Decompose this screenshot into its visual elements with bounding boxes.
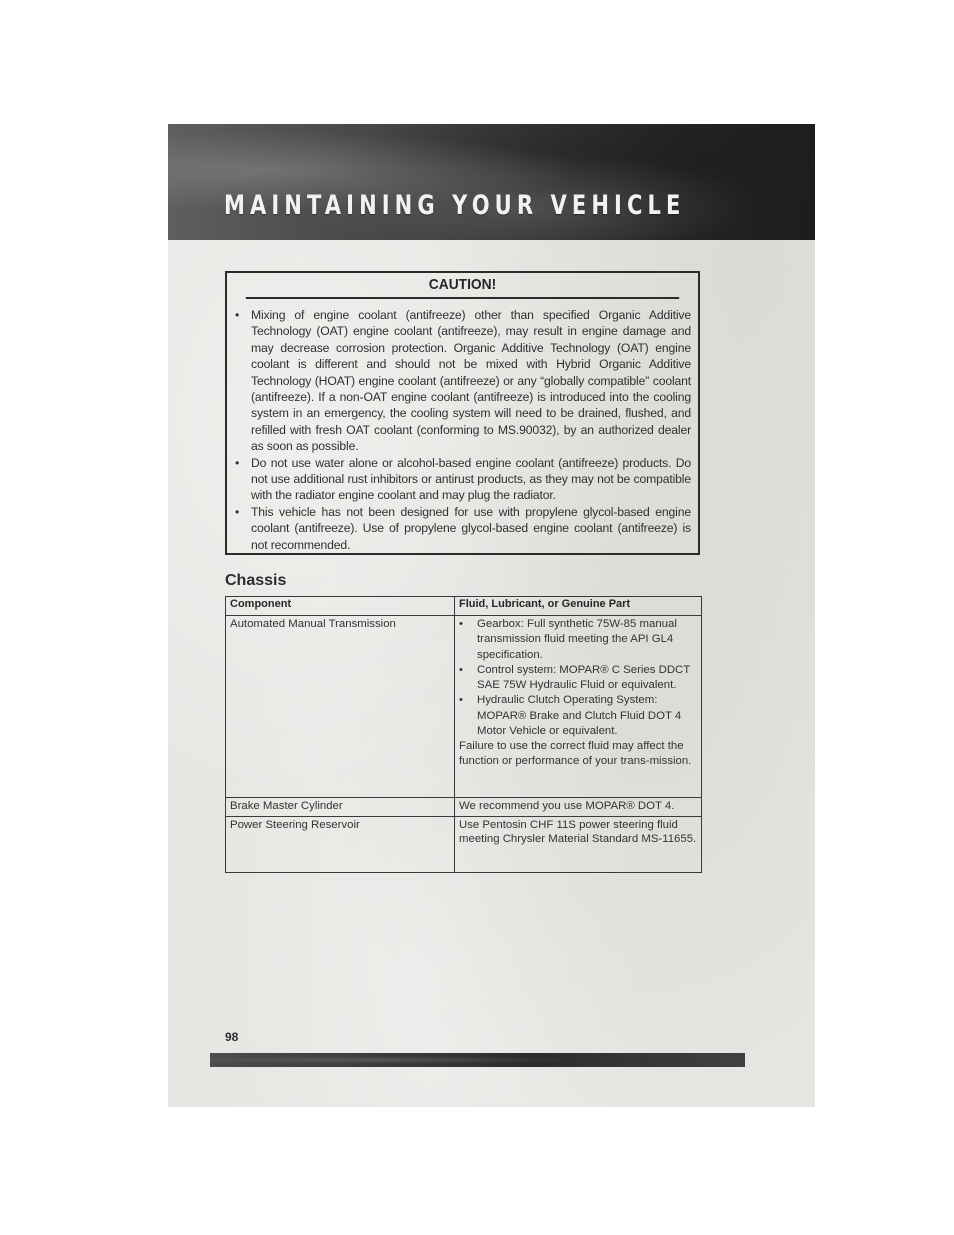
caution-item bbox=[235, 455, 691, 504]
table-header-row bbox=[226, 597, 702, 616]
component-cell: Automated Manual Transmission bbox=[226, 616, 455, 798]
bullet-icon: • bbox=[459, 694, 463, 707]
column-header-fluid: Fluid, Lubricant, or Genuine Part bbox=[455, 597, 702, 616]
bullet-icon: • bbox=[235, 308, 240, 322]
fluid-cell bbox=[455, 616, 702, 798]
fluid-note: Failure to use the correct fluid may affect the function or performance of your trans-mission. bbox=[459, 740, 692, 767]
fluid-item bbox=[459, 663, 697, 694]
table-row bbox=[226, 616, 702, 798]
caution-title: CAUTION! bbox=[246, 273, 679, 299]
fluid-cell: We recommend you use MOPAR® DOT 4. bbox=[455, 798, 702, 817]
page-number: 98 bbox=[225, 1030, 239, 1044]
manual-page bbox=[168, 124, 815, 1107]
footer-bar bbox=[210, 1053, 745, 1067]
fluid-item bbox=[459, 693, 697, 739]
table-row bbox=[226, 798, 702, 817]
column-header-component: Component bbox=[226, 597, 455, 616]
bullet-icon: • bbox=[235, 504, 240, 519]
caution-item-text: Do not use water alone or alcohol-based engine coolant (antifreeze) products. Do not use additional rust inhibitors or antirust products, as they may not be compatible with the radiator engine coolant and may plug the radiator. bbox=[251, 455, 691, 503]
bullet-icon: • bbox=[459, 618, 463, 630]
caution-item-text: Mixing of engine coolant (antifreeze) other than specified Organic Additive Technology (OAT) engine coolant (antifreeze), may result in engine damage and may decrease corrosion protection. Organic Additive Technology (OAT) engine coolant is different and should not be mixed with Hybrid Organic Additive Technology (HOAT) engine coolant (antifreeze) or any “globally compatible” coolant (antifreeze). If a non-OAT engine coolant (antifreeze) is introduced into the cooling system in an emergency, the cooling system will need to be drained, flushed, and refilled with fresh OAT coolant (conforming to MS.90032), by an authorized dealer as soon as possible. bbox=[251, 308, 691, 454]
component-cell: Power Steering Reservoir bbox=[226, 816, 455, 872]
chassis-fluids-table bbox=[225, 596, 702, 873]
header-band bbox=[168, 124, 815, 240]
fluid-item bbox=[459, 617, 697, 663]
fluid-item-text: Control system: MOPAR® C Series DDCT SAE 75W Hydraulic Fluid or equivalent. bbox=[477, 663, 691, 692]
caution-item bbox=[235, 307, 691, 455]
bullet-icon: • bbox=[235, 455, 240, 470]
fluid-item-list bbox=[459, 617, 697, 739]
fluid-item-text: Hydraulic Clutch Operating System: MOPAR® Brake and Clutch Fluid DOT 4 Motor Vehicle or equivalent. bbox=[477, 694, 682, 738]
fluid-cell: Use Pentosin CHF 11S power steering fluid meeting Chrysler Material Standard MS-11655. bbox=[455, 816, 702, 872]
bullet-icon: • bbox=[459, 663, 463, 676]
fluid-item-text: Gearbox: Full synthetic 75W-85 manual transmission fluid meeting the API GL4 specification. bbox=[477, 618, 677, 661]
caution-list bbox=[227, 299, 698, 553]
table-row bbox=[226, 816, 702, 872]
caution-item-text: This vehicle has not been designed for use with propylene glycol-based engine coolant (antifreeze). Use of propylene glycol-based engine coolant (antifreeze) is not recommended. bbox=[251, 504, 691, 552]
component-cell: Brake Master Cylinder bbox=[226, 798, 455, 817]
caution-box bbox=[225, 271, 700, 555]
chapter-title: MAINTAINING YOUR VEHICLE bbox=[224, 190, 686, 221]
caution-item bbox=[235, 504, 691, 553]
section-heading-chassis: Chassis bbox=[225, 572, 287, 589]
